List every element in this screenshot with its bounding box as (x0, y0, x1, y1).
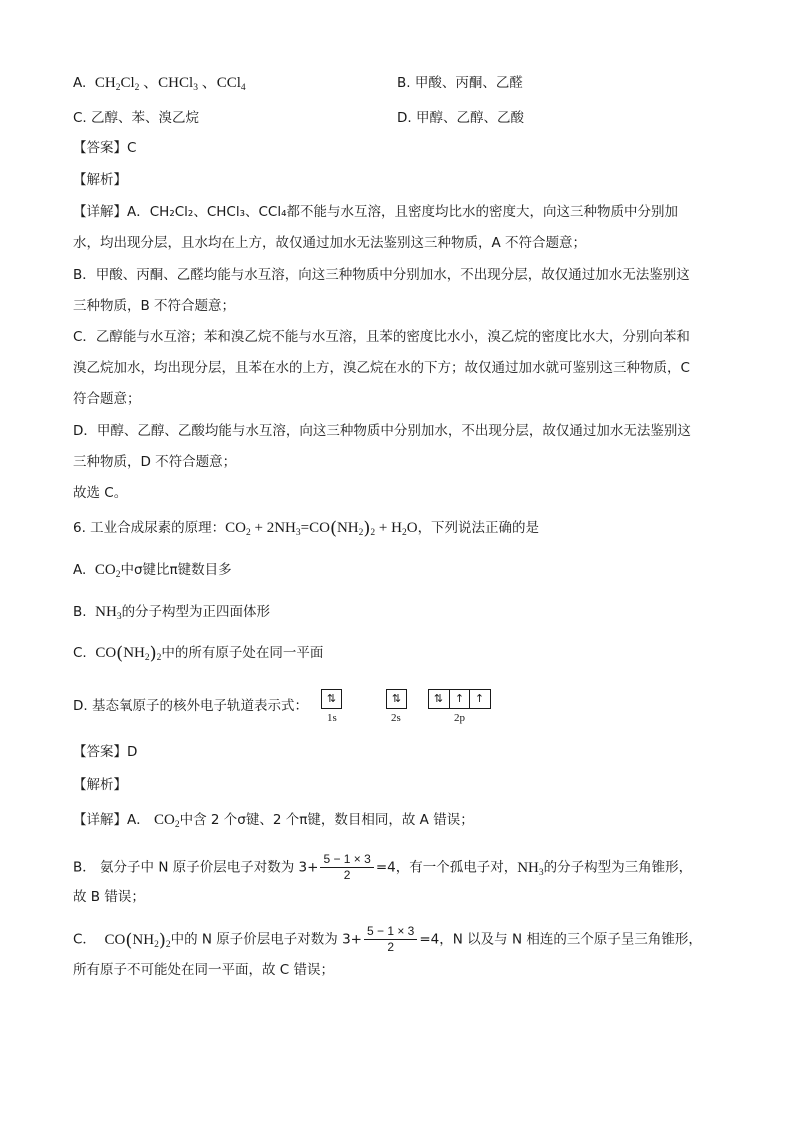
detail-text: 【详解】A． (73, 812, 150, 828)
q5-option-b: B. 甲酸、丙酮、乙醛 (397, 75, 523, 91)
q5-detail-line: 三种物质，B 不符合题意； (73, 298, 236, 314)
formula-list: $CH_2Cl_2$ 、CHCl$_3$ 、CCl$_4$ (94, 75, 246, 93)
q5-detail-line: 【详解】A．CH₂Cl₂、CHCl₃、CCl₄都不能与水互溶，且密度均比水的密度大，向这三种物质中分别加 (73, 204, 678, 220)
reaction-equation: $CO_2 + 2NH_3=CO(NH_2)_2 + H_2O$ (225, 518, 418, 539)
q6-analysis-heading: 【解析】 (73, 777, 127, 793)
q6-detail-c-cont: 所有原子不可能处在同一平面，故 C 错误； (73, 962, 335, 978)
formula: $CO_2$ (94, 562, 121, 580)
q6-detail-c (73, 924, 702, 955)
option-text: 的分子构型为正四面体形 (121, 604, 271, 620)
formula: $CO_2$ (154, 812, 180, 830)
q6-detail-b-cont: 故 B 错误； (73, 889, 145, 905)
formula: $NH_3$ (517, 859, 544, 878)
q6-stem (73, 518, 539, 538)
option-text: 中的所有原子处在同一平面 (161, 645, 324, 661)
q5-detail-line: 符合题意； (73, 391, 141, 407)
formula: $NH_3$ (95, 604, 122, 622)
q5-detail-line: 水，均出现分层，且水均在上方，故仅通过加水无法鉴别这三种物质，A 不符合题意； (73, 235, 587, 251)
q5-answer: 【答案】C (73, 140, 137, 156)
option-text: 中σ键比π键数目多 (120, 562, 232, 578)
detail-text: =4，N 以及与 N 相连的三个原子呈三角锥形， (419, 931, 702, 948)
orbital-label-2s: 2s (391, 712, 401, 724)
q5-analysis-heading: 【解析】 (73, 172, 127, 188)
fraction (364, 924, 417, 955)
detail-text: 的分子构型为三角锥形， (543, 859, 693, 876)
q5-detail-line: C．乙醇能与水互溶；苯和溴乙烷不能与水互溶，且苯的密度比水小，溴乙烷的密度比水大，分别向苯和 (73, 329, 690, 345)
q5-detail-line: 溴乙烷加水，均出现分层，且苯在水的上方，溴乙烷在水的下方；故仅通过加水就可鉴别这三种物质，C (73, 360, 690, 376)
q5-detail-line: 三种物质，D 不符合题意； (73, 454, 237, 470)
q5-detail-line: D．甲醇、乙醇、乙酸均能与水互溶，向这三种物质中分别加水，不出现分层，故仅通过加水无法鉴别这 (73, 423, 691, 439)
fraction (320, 852, 373, 883)
detail-text: 中的 N 原子价层电子对数为 3+ (170, 931, 362, 948)
fraction-denominator: 2 (387, 940, 395, 954)
q6-option-a: A. $CO_2$中σ键比π键数目多 (73, 562, 232, 580)
up-arrow-icon: ↑ (469, 690, 489, 708)
orbital-box-2s (386, 689, 407, 709)
stem-text: 6. 工业合成尿素的原理： (73, 520, 226, 536)
q5-option-c: C. 乙醇、苯、溴乙烷 (73, 110, 200, 126)
orbital-box-1s (321, 689, 342, 709)
q6-option-b: B. $NH_3$的分子构型为正四面体形 (73, 604, 271, 622)
formula: $CO(NH_2)_2$ (95, 643, 162, 664)
q5-detail-line: B．甲酸、丙酮、乙醛均能与水互溶，向这三种物质中分别加水，不出现分层，故仅通过加水无法鉴别这 (73, 267, 690, 283)
detail-text: C． (73, 931, 96, 948)
q6-option-d: D. 基态氧原子的核外电子轨道表示式： (73, 698, 308, 714)
paired-electrons-icon: ⇅ (433, 692, 444, 705)
orbital-label-1s: 1s (327, 712, 337, 724)
q6-answer: 【答案】D (73, 744, 138, 760)
option-label: A. (73, 75, 87, 91)
detail-text: 中含 2 个σ键、2 个π键，数目相同，故 A 错误； (179, 812, 474, 828)
up-arrow-icon: ↑ (449, 690, 469, 708)
fraction-numerator: 5 − 1 × 3 (364, 924, 417, 940)
q5-option-a (73, 73, 246, 93)
detail-text: =4，有一个孤电子对， (375, 859, 518, 876)
fraction-numerator: 5 − 1 × 3 (320, 852, 373, 868)
paired-electrons-icon: ⇅ (391, 692, 402, 705)
q5-conclusion: 故选 C。 (73, 485, 128, 501)
q6-option-c: C. $CO(NH_2)_2$中的所有原子处在同一平面 (73, 643, 324, 664)
q6-detail-b (73, 852, 692, 883)
formula: $CO(NH_2)_2$ (104, 929, 171, 951)
fraction-denominator: 2 (343, 868, 351, 882)
orbital-box-2p (428, 689, 491, 709)
orbital-label-2p: 2p (454, 712, 465, 724)
detail-text: B． 氨分子中 N 原子价层电子对数为 3+ (73, 859, 319, 876)
q5-option-d: D. 甲醇、乙醇、乙酸 (397, 110, 524, 126)
q6-detail-a (73, 810, 474, 830)
stem-text: ，下列说法正确的是 (417, 520, 540, 536)
paired-electrons-icon: ⇅ (326, 692, 337, 705)
